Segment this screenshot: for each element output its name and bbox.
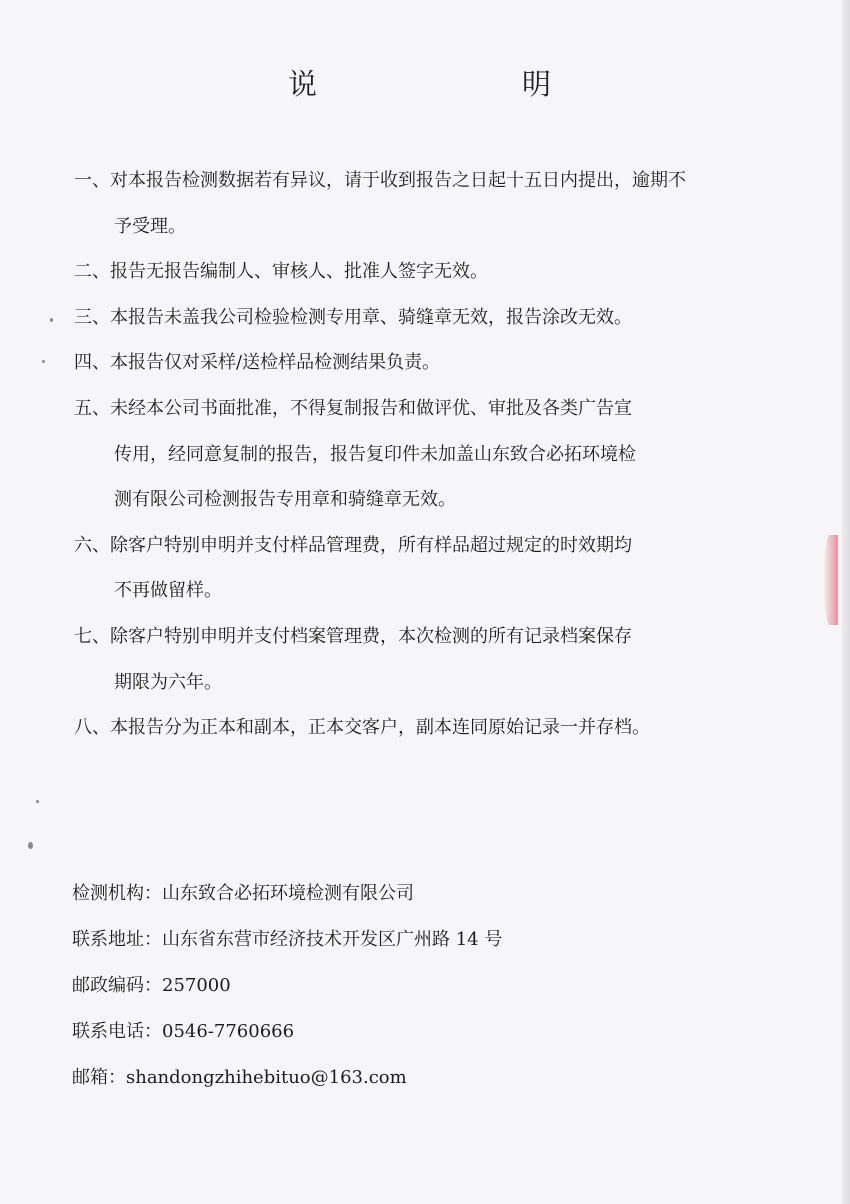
- note-line: 三、本报告未盖我公司检验检测专用章、骑缝章无效，报告涂改无效。: [74, 306, 632, 328]
- note-line: 七、除客户特别申明并支付档案管理费，本次检测的所有记录档案保存: [74, 625, 632, 647]
- note-item: [74, 249, 774, 295]
- scan-speck: [36, 800, 39, 803]
- note-line: 不再做留样。: [114, 580, 222, 602]
- note-item: [74, 340, 774, 386]
- note-item: [74, 705, 774, 751]
- note-item: [74, 158, 774, 249]
- title-char-1: 说: [288, 67, 318, 101]
- note-line: 一、对本报告检测数据若有异议，请于收到报告之日起十五日内提出，逾期不: [74, 170, 686, 191]
- note-item: [74, 386, 774, 523]
- scan-speck: [50, 318, 53, 322]
- contact-block: [72, 871, 502, 1101]
- page-title: [0, 62, 850, 112]
- note-item: [74, 523, 774, 614]
- scan-speck: [28, 842, 33, 849]
- note-item: [74, 295, 774, 341]
- note-line: 予受理。: [114, 215, 186, 237]
- contact-org: 检测机构：山东致合必拓环境检测有限公司: [72, 883, 414, 904]
- scan-speck: [42, 360, 45, 363]
- scan-edge: [842, 0, 850, 1204]
- note-line: 期限为六年。: [114, 671, 222, 693]
- note-line: 传用，经同意复制的报告，报告复印件未加盖山东致合必拓环境检: [114, 443, 636, 465]
- seal-edge-mark: [824, 535, 838, 625]
- contact-postcode: 邮政编码：257000: [72, 975, 231, 996]
- note-line: 四、本报告仅对采样/送检样品检测结果负责。: [74, 352, 441, 374]
- contact-email: 邮箱：shandongzhihebituo@163.com: [72, 1067, 407, 1088]
- note-line: 五、未经本公司书面批准，不得复制报告和做评优、审批及各类广告宣: [74, 397, 632, 419]
- contact-phone: 联系电话：0546-7760666: [72, 1021, 295, 1042]
- note-line: 六、除客户特别申明并支付样品管理费，所有样品超过规定的时效期均: [74, 534, 632, 556]
- note-line: 八、本报告分为正本和副本，正本交客户，副本连同原始记录一并存档。: [74, 717, 650, 739]
- note-line: 二、报告无报告编制人、审核人、批准人签字无效。: [74, 261, 488, 283]
- notes-list: [74, 158, 774, 751]
- note-line: 测有限公司检测报告专用章和骑缝章无效。: [114, 489, 456, 511]
- contact-address: 联系地址：山东省东营市经济技术开发区广州路 14 号: [72, 929, 503, 950]
- note-item: [74, 614, 774, 705]
- title-char-2: 明: [522, 67, 552, 101]
